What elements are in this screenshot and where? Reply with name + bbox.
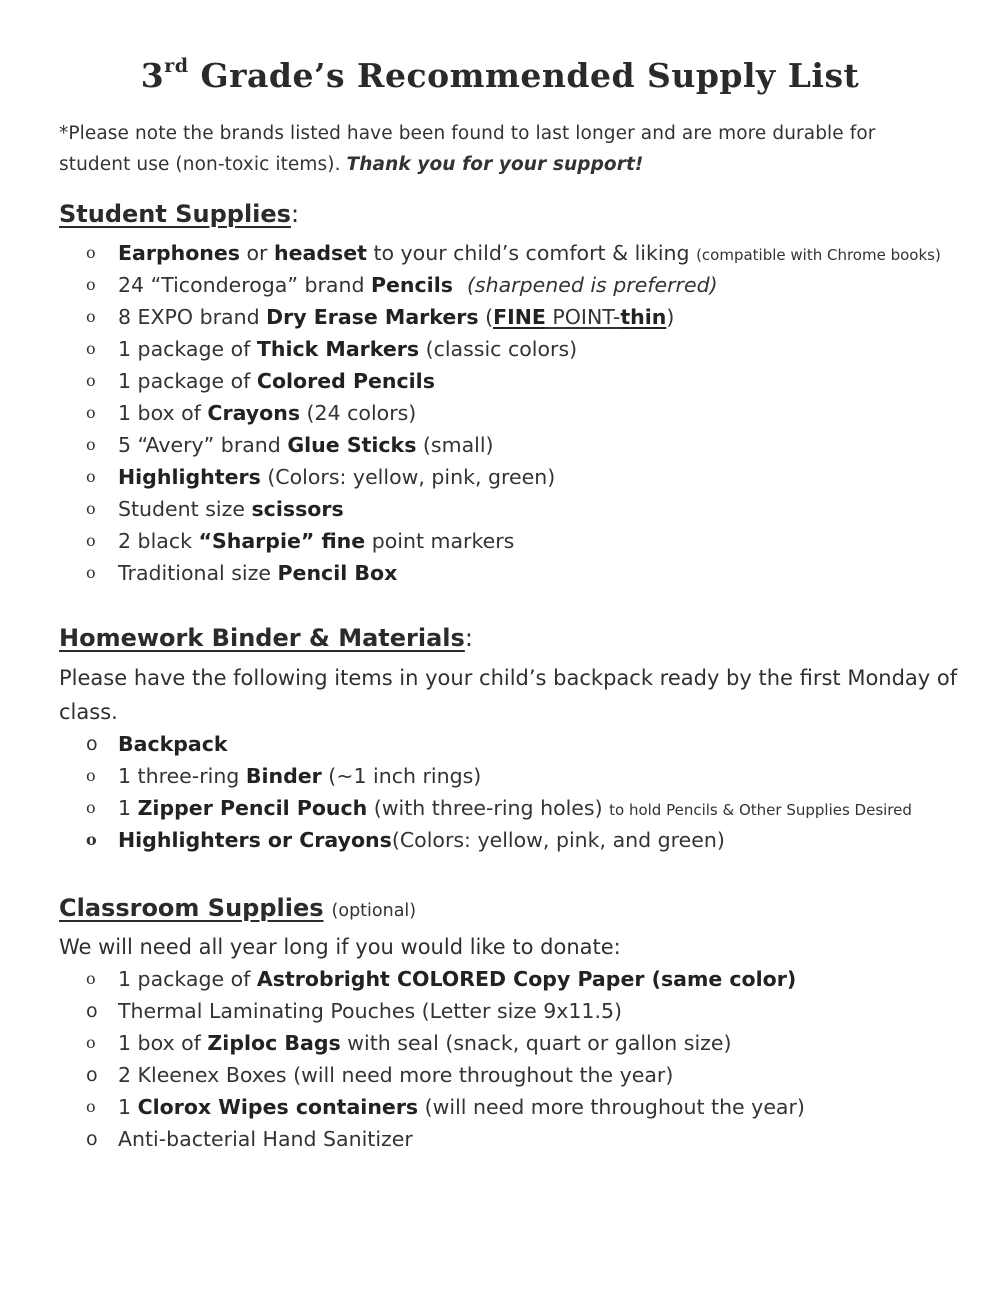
list-item	[84, 824, 912, 856]
item-bold: Glue Sticks	[287, 433, 417, 457]
optional-label: (optional)	[331, 901, 417, 921]
bullet-icon: o	[86, 830, 97, 849]
list-item	[84, 1027, 805, 1059]
item-text: 1 package of	[118, 369, 257, 393]
item-note: (sharpened is preferred)	[466, 273, 718, 297]
page-title	[0, 56, 1000, 95]
homework-heading	[59, 624, 473, 652]
list-item	[84, 365, 941, 397]
item-text: (~1 inch rings)	[321, 764, 482, 788]
list-item	[84, 493, 941, 525]
classroom-instructions: We will need all year long if you would like to donate:	[59, 935, 621, 959]
intro-thanks: Thank you for your support!	[346, 154, 644, 175]
bullet-icon: o	[86, 563, 96, 582]
item-text: Anti-bacterial Hand Sanitizer	[118, 1127, 413, 1151]
bullet-icon: o	[86, 1000, 98, 1022]
item-text: (24 colors)	[300, 401, 417, 425]
item-text: 1 box of	[118, 401, 208, 425]
bullet-icon: o	[86, 1033, 96, 1052]
intro-note	[59, 118, 939, 180]
bullet-icon: o	[86, 307, 96, 326]
bullet-icon: o	[86, 275, 96, 294]
item-note: to hold Pencils & Other Supplies Desired	[609, 801, 912, 819]
bullet-icon: o	[86, 339, 96, 358]
bullet-icon: o	[86, 403, 96, 422]
homework-heading-text: Homework Binder & Materials	[59, 624, 465, 652]
homework-instructions: Please have the following items in your child’s backpack ready by the first Monday of class.	[59, 666, 958, 724]
classroom-heading-text: Classroom Supplies	[59, 894, 324, 922]
homework-list	[84, 728, 912, 856]
item-bold: Pencil Box	[277, 561, 398, 585]
item-text: (with three-ring holes)	[367, 796, 610, 820]
item-text: 1 package of	[118, 967, 257, 991]
classroom-heading	[59, 894, 416, 922]
bullet-icon: o	[86, 733, 98, 755]
list-item	[84, 461, 941, 493]
item-text: or	[240, 241, 275, 265]
item-text: Traditional size	[118, 561, 278, 585]
list-item	[84, 1059, 805, 1091]
item-text: with seal (snack, quart or gallon size)	[340, 1031, 732, 1055]
list-item	[84, 557, 941, 589]
item-bold: Earphones	[118, 241, 240, 265]
item-bold: “Sharpie” fine	[198, 529, 366, 553]
item-text: point markers	[365, 529, 515, 553]
item-bold: Clorox Wipes containers	[137, 1095, 419, 1119]
list-item	[84, 1091, 805, 1123]
bullet-icon: o	[86, 531, 96, 550]
item-text: (classic colors)	[419, 337, 578, 361]
student-supplies-list	[84, 237, 941, 589]
list-item	[84, 792, 912, 824]
list-item	[84, 429, 941, 461]
bullet-icon: o	[86, 1097, 96, 1116]
bullet-icon: o	[86, 243, 96, 262]
item-bold: Thick Markers	[256, 337, 420, 361]
list-item	[84, 1123, 805, 1155]
title-number: 3	[140, 56, 165, 95]
item-bold: Pencils	[371, 273, 453, 297]
bullet-icon: o	[86, 371, 96, 390]
item-bold: Highlighters or Crayons	[118, 828, 392, 852]
item-text: (	[478, 305, 494, 329]
item-text: 24 “Ticonderoga” brand	[118, 273, 371, 297]
item-bold: Crayons	[207, 401, 301, 425]
bullet-icon: o	[86, 969, 96, 988]
item-text: (will need more throughout the year)	[418, 1095, 805, 1119]
item-note: (compatible with Chrome books)	[696, 246, 941, 264]
item-bold: FINE	[493, 305, 546, 329]
item-text: 1	[118, 796, 138, 820]
list-item	[84, 397, 941, 429]
student-heading-text: Student Supplies	[59, 200, 291, 228]
item-text: 2 Kleenex Boxes (will need more throughout the year)	[118, 1063, 674, 1087]
list-item	[84, 728, 912, 760]
intro-note-text: *Please note the brands listed have been found to last longer and are more durable for student use (non-toxic items).	[59, 123, 876, 175]
bullet-icon: o	[86, 499, 96, 518]
item-bold: Highlighters	[118, 465, 261, 489]
list-item	[84, 269, 941, 301]
item-bold: headset	[274, 241, 367, 265]
item-text: 1 three-ring	[118, 764, 246, 788]
bullet-icon: o	[86, 766, 96, 785]
bullet-icon: o	[86, 1064, 98, 1086]
item-text: 8 EXPO brand	[118, 305, 267, 329]
item-text: Thermal Laminating Pouches (Letter size 9x11.5)	[118, 999, 623, 1023]
item-bold: thin	[620, 305, 667, 329]
title-text: Grade’s Recommended Supply List	[188, 56, 860, 95]
list-item	[84, 995, 805, 1027]
item-text: Student size	[118, 497, 252, 521]
bullet-icon: o	[86, 467, 96, 486]
student-supplies-heading	[59, 200, 299, 228]
classroom-list	[84, 963, 805, 1155]
item-bold: Astrobright COLORED Copy Paper (same color)	[256, 967, 797, 991]
list-item	[84, 963, 805, 995]
item-text: 5 “Avery” brand	[118, 433, 288, 457]
title-ordinal: rd	[164, 55, 189, 77]
list-item	[84, 237, 941, 269]
item-bold: Colored Pencils	[256, 369, 435, 393]
list-item	[84, 525, 941, 557]
item-text: 1	[118, 1095, 138, 1119]
item-text: (small)	[416, 433, 494, 457]
item-bold: Binder	[245, 764, 322, 788]
bullet-icon: o	[86, 798, 96, 817]
item-text: 1 package of	[118, 337, 257, 361]
item-text: 1 box of	[118, 1031, 208, 1055]
list-item	[84, 301, 941, 333]
list-item	[84, 333, 941, 365]
item-text: to your child’s comfort & liking	[366, 241, 697, 265]
item-bold: Backpack	[118, 732, 228, 756]
list-item	[84, 760, 912, 792]
item-text: (Colors: yellow, pink, green)	[260, 465, 556, 489]
item-text: )	[666, 305, 675, 329]
item-bold: Zipper Pencil Pouch	[137, 796, 368, 820]
heading-colon: :	[290, 200, 300, 228]
item-text: POINT-	[545, 305, 621, 329]
item-bold: Dry Erase Markers	[266, 305, 479, 329]
item-bold: scissors	[251, 497, 344, 521]
bullet-icon: o	[86, 435, 96, 454]
heading-colon: :	[464, 624, 473, 652]
item-bold: Ziploc Bags	[207, 1031, 341, 1055]
item-text: (Colors: yellow, pink, and green)	[391, 828, 725, 852]
bullet-icon: o	[86, 1128, 98, 1150]
item-text: 2 black	[118, 529, 199, 553]
